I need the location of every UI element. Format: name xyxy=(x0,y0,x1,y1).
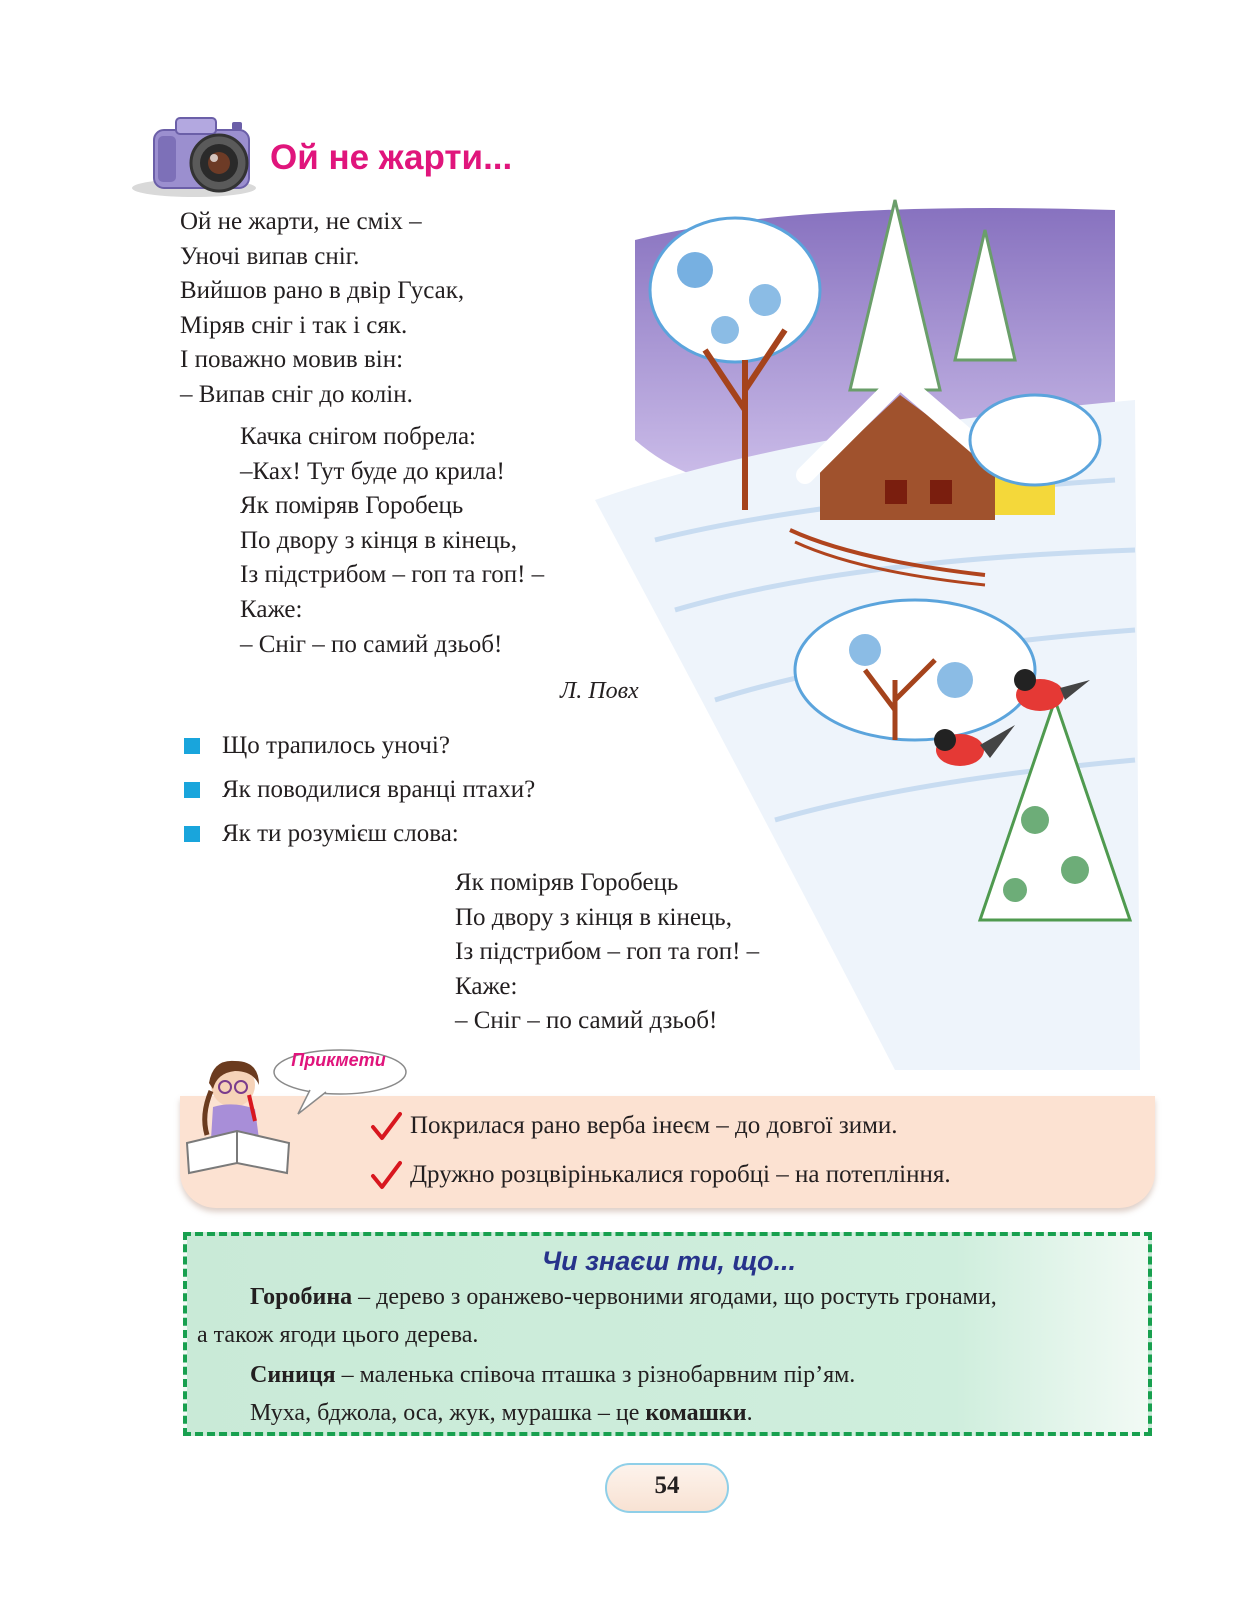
quote-line: Як поміряв Горобець xyxy=(455,869,679,896)
poem-line: – Випав сніг до колін. xyxy=(180,380,413,408)
term: Горобина xyxy=(250,1284,353,1310)
poem-line: –Ках! Тут буде до крила! xyxy=(240,457,505,485)
checkmark-icon xyxy=(370,1111,402,1141)
sign-item xyxy=(370,1111,898,1141)
definition-text: . xyxy=(746,1400,753,1426)
definition-rowan-continued: а також ягоди цього дерева. xyxy=(197,1322,479,1348)
poem-line: Качка снігом побрела: xyxy=(240,423,476,450)
poem-stanza-2 xyxy=(240,420,544,662)
camera-icon xyxy=(124,108,269,200)
question-text: Як поводилися вранці птахи? xyxy=(222,776,536,803)
poem-line: Вийшов рано в двір Гусак, xyxy=(180,277,465,305)
quoted-lines xyxy=(455,866,759,1039)
did-you-know-title: Чи знаєш ти, що... xyxy=(542,1246,796,1276)
question-text: Як ти розумієш слова: xyxy=(222,820,459,847)
quote-line: Каже: xyxy=(455,972,518,1000)
definition-titmouse xyxy=(250,1362,855,1389)
term: комашки xyxy=(645,1400,747,1426)
square-bullet-icon xyxy=(184,738,200,754)
poem-line: Із підстрибом – гоп та гоп! – xyxy=(240,561,545,589)
square-bullet-icon xyxy=(184,782,200,798)
definition-text: Муха, бджола, оса, жук, мурашка – це xyxy=(250,1400,646,1426)
question-3 xyxy=(184,820,459,848)
definition-insects xyxy=(250,1400,753,1427)
page-title: Ой не жарти... xyxy=(270,138,513,177)
checkmark-icon xyxy=(370,1160,402,1190)
definition-text: – дерево з оранжево-червоними ягодами, що ростуть гронами, xyxy=(352,1284,997,1310)
sign-text: Покрилася рано верба інеєм – до довгої зими. xyxy=(410,1112,898,1139)
definition-text: – маленька співоча пташка з різнобарвним пір’ям. xyxy=(335,1362,856,1388)
signs-label: Прикмети xyxy=(291,1050,386,1070)
poem-stanza-1 xyxy=(180,205,464,413)
poem-line: – Сніг – по самий дзьоб! xyxy=(240,630,503,658)
poem-line: Ой не жарти, не сміх – xyxy=(180,208,422,235)
definition-rowan xyxy=(250,1284,997,1311)
question-text: Що трапилось уночі? xyxy=(222,732,450,759)
term: Синиця xyxy=(250,1362,336,1388)
sign-item xyxy=(370,1160,951,1190)
quote-line: – Сніг – по самий дзьоб! xyxy=(455,1007,718,1035)
question-1 xyxy=(184,732,450,760)
question-2 xyxy=(184,776,535,804)
square-bullet-icon xyxy=(184,826,200,842)
poem-line: Як поміряв Горобець xyxy=(240,492,464,520)
poem-author: Л. Повх xyxy=(560,678,639,704)
poem-line: І поважно мовив він: xyxy=(180,346,404,374)
quote-line: По двору з кінця в кінець, xyxy=(455,903,732,931)
poem-line: По двору з кінця в кінець, xyxy=(240,526,517,554)
page-number: 54 xyxy=(654,1472,680,1499)
quote-line: Із підстрибом – гоп та гоп! – xyxy=(455,938,760,966)
poem-line: Каже: xyxy=(240,595,303,623)
poem-line: Уночі випав сніг. xyxy=(180,242,360,270)
sign-text: Дружно розцвірінькалися горобці – на потепління. xyxy=(410,1161,951,1188)
poem-line: Міряв сніг і так і сяк. xyxy=(180,311,408,339)
